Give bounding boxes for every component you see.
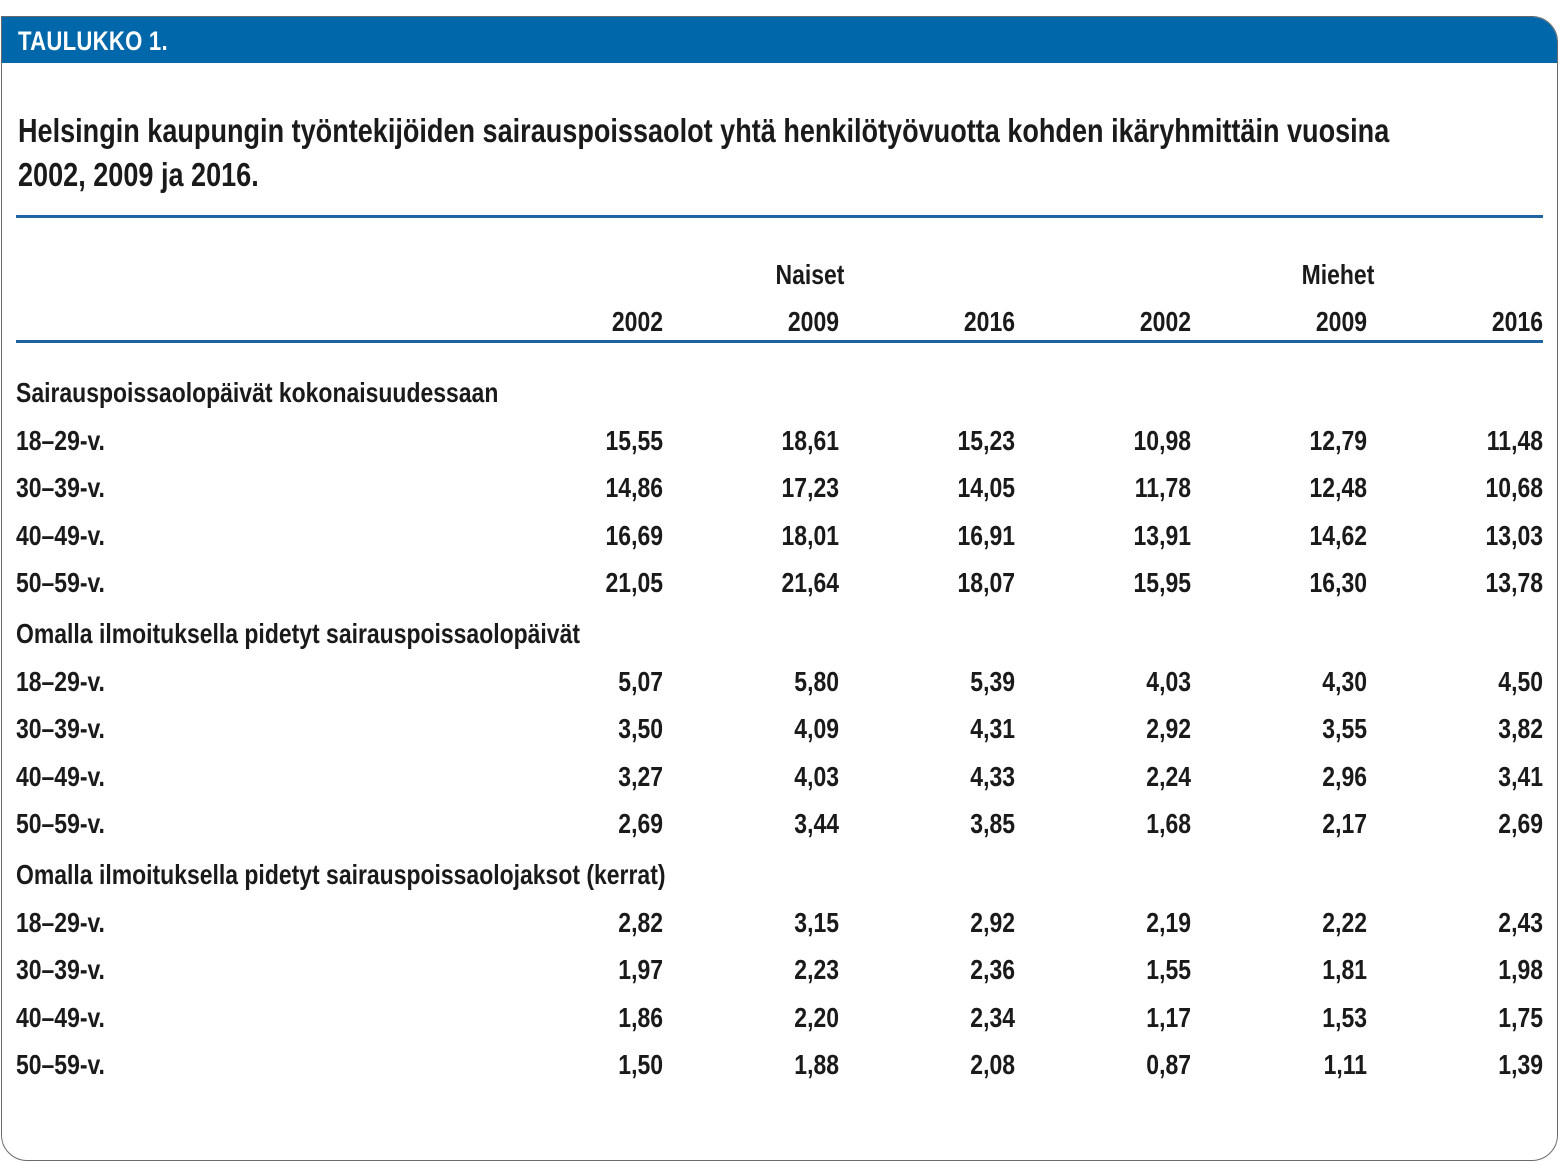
table-cell: 1,50 bbox=[618, 1049, 663, 1080]
table-cell: 12,48 bbox=[1309, 472, 1367, 503]
row-label: 40–49-v. bbox=[16, 760, 105, 792]
table-cell: 13,03 bbox=[1485, 519, 1543, 551]
row-label: 18–29-v. bbox=[16, 424, 105, 456]
table-cell: 18,61 bbox=[781, 424, 839, 456]
column-header-year: 2009 bbox=[1315, 306, 1367, 337]
row-label: 30–39-v. bbox=[16, 472, 105, 503]
row-label: 40–49-v. bbox=[16, 1001, 105, 1033]
table-cell: 3,85 bbox=[970, 808, 1015, 839]
table-cell: 1,98 bbox=[1498, 954, 1543, 985]
table-cell: 13,91 bbox=[1133, 519, 1191, 551]
table-cell: 2,69 bbox=[618, 808, 663, 839]
table-cell: 12,79 bbox=[1309, 424, 1367, 456]
table-cell: 1,81 bbox=[1322, 954, 1367, 985]
row-label: 18–29-v. bbox=[16, 665, 105, 697]
column-header-year: 2002 bbox=[611, 306, 663, 337]
table-number-label: TAULUKKO 1. bbox=[18, 26, 168, 56]
table-cell: 18,01 bbox=[781, 519, 839, 551]
table-cell: 2,43 bbox=[1498, 906, 1543, 938]
row-label: 30–39-v. bbox=[16, 954, 105, 985]
table-cell: 15,23 bbox=[957, 424, 1015, 456]
table-cell: 0,87 bbox=[1146, 1049, 1191, 1080]
table-title: Helsingin kaupungin työntekijöiden sairauspoissaolot yhtä henkilötyövuotta kohden ikäryhmittäin vuosina 2002, 2009 ja 2016. bbox=[18, 112, 1390, 193]
table-cell: 3,50 bbox=[618, 713, 663, 744]
table-cell: 14,62 bbox=[1309, 519, 1367, 551]
row-label: 30–39-v. bbox=[16, 713, 105, 744]
table-cell: 1,75 bbox=[1498, 1001, 1543, 1033]
table-cell: 1,68 bbox=[1146, 808, 1191, 839]
table-cell: 1,88 bbox=[794, 1049, 839, 1080]
table-cell: 1,39 bbox=[1498, 1049, 1543, 1080]
table-cell: 3,82 bbox=[1498, 713, 1543, 744]
header-rule bbox=[16, 340, 1543, 343]
table-cell: 5,39 bbox=[970, 665, 1015, 697]
group-header-miehet: Miehet bbox=[1301, 259, 1375, 290]
table-cell: 3,41 bbox=[1498, 760, 1543, 792]
section-heading: Omalla ilmoituksella pidetyt sairauspoissaolopäivät bbox=[16, 618, 580, 649]
table-cell: 2,82 bbox=[618, 906, 663, 938]
table-cell: 4,31 bbox=[970, 713, 1015, 744]
table-cell: 18,07 bbox=[957, 567, 1015, 598]
table-cell: 13,78 bbox=[1485, 567, 1543, 598]
table-cell: 4,30 bbox=[1322, 665, 1367, 697]
table-cell: 14,05 bbox=[957, 472, 1015, 503]
table-cell: 16,91 bbox=[957, 519, 1015, 551]
row-label: 50–59-v. bbox=[16, 567, 105, 598]
table-cell: 2,34 bbox=[970, 1001, 1015, 1033]
row-label: 18–29-v. bbox=[16, 906, 105, 938]
table-cell: 3,27 bbox=[618, 760, 663, 792]
section-heading: Omalla ilmoituksella pidetyt sairauspoissaolojaksot (kerrat) bbox=[16, 859, 666, 890]
column-header-year: 2016 bbox=[963, 306, 1015, 337]
table-cell: 2,92 bbox=[1146, 713, 1191, 744]
table-cell: 15,95 bbox=[1133, 567, 1191, 598]
column-header-year: 2002 bbox=[1139, 306, 1191, 337]
table-cell: 3,55 bbox=[1322, 713, 1367, 744]
table-cell: 2,20 bbox=[794, 1001, 839, 1033]
column-header-year: 2016 bbox=[1491, 306, 1543, 337]
table-cell: 1,17 bbox=[1146, 1001, 1191, 1033]
table-cell: 1,11 bbox=[1323, 1049, 1367, 1080]
table-cell: 10,68 bbox=[1485, 472, 1543, 503]
table-cell: 2,23 bbox=[794, 954, 839, 985]
table-cell: 1,97 bbox=[618, 954, 663, 985]
table-cell: 5,07 bbox=[618, 665, 663, 697]
table-cell: 17,23 bbox=[781, 472, 839, 503]
table-cell: 2,22 bbox=[1322, 906, 1367, 938]
top-rule bbox=[16, 215, 1543, 218]
table-cell: 3,44 bbox=[794, 808, 839, 839]
table-cell: 2,08 bbox=[970, 1049, 1015, 1080]
table-cell: 1,86 bbox=[618, 1001, 663, 1033]
table-cell: 2,19 bbox=[1146, 906, 1191, 938]
group-header-naiset: Naiset bbox=[775, 259, 845, 290]
table-cell: 3,15 bbox=[794, 906, 839, 938]
table-cell: 2,17 bbox=[1322, 808, 1367, 839]
table-cell: 5,80 bbox=[794, 665, 839, 697]
table-cell: 1,53 bbox=[1322, 1001, 1367, 1033]
row-label: 50–59-v. bbox=[16, 1049, 105, 1080]
table-cell: 2,96 bbox=[1322, 760, 1367, 792]
table-cell: 14,86 bbox=[605, 472, 663, 503]
table-cell: 15,55 bbox=[605, 424, 663, 456]
row-label: 50–59-v. bbox=[16, 808, 105, 839]
table-cell: 2,36 bbox=[970, 954, 1015, 985]
table-cell: 16,30 bbox=[1309, 567, 1367, 598]
table-cell: 16,69 bbox=[605, 519, 663, 551]
table-cell: 4,03 bbox=[1146, 665, 1191, 697]
table-cell: 21,64 bbox=[781, 567, 839, 598]
column-header-year: 2009 bbox=[787, 306, 839, 337]
table-cell: 2,69 bbox=[1498, 808, 1543, 839]
table-cell: 4,33 bbox=[970, 760, 1015, 792]
table-cell: 4,09 bbox=[794, 713, 839, 744]
table-cell: 4,50 bbox=[1498, 665, 1543, 697]
table-cell: 10,98 bbox=[1133, 424, 1191, 456]
table-cell: 11,48 bbox=[1486, 424, 1543, 456]
table-cell: 2,92 bbox=[970, 906, 1015, 938]
header-bar bbox=[2, 17, 1557, 63]
table-cell: 21,05 bbox=[605, 567, 663, 598]
table-cell: 11,78 bbox=[1134, 472, 1191, 503]
table-cell: 4,03 bbox=[794, 760, 839, 792]
row-label: 40–49-v. bbox=[16, 519, 105, 551]
section-heading: Sairauspoissaolopäivät kokonaisuudessaan bbox=[16, 377, 499, 408]
table-cell: 2,24 bbox=[1146, 760, 1191, 792]
table-cell: 1,55 bbox=[1146, 954, 1191, 985]
